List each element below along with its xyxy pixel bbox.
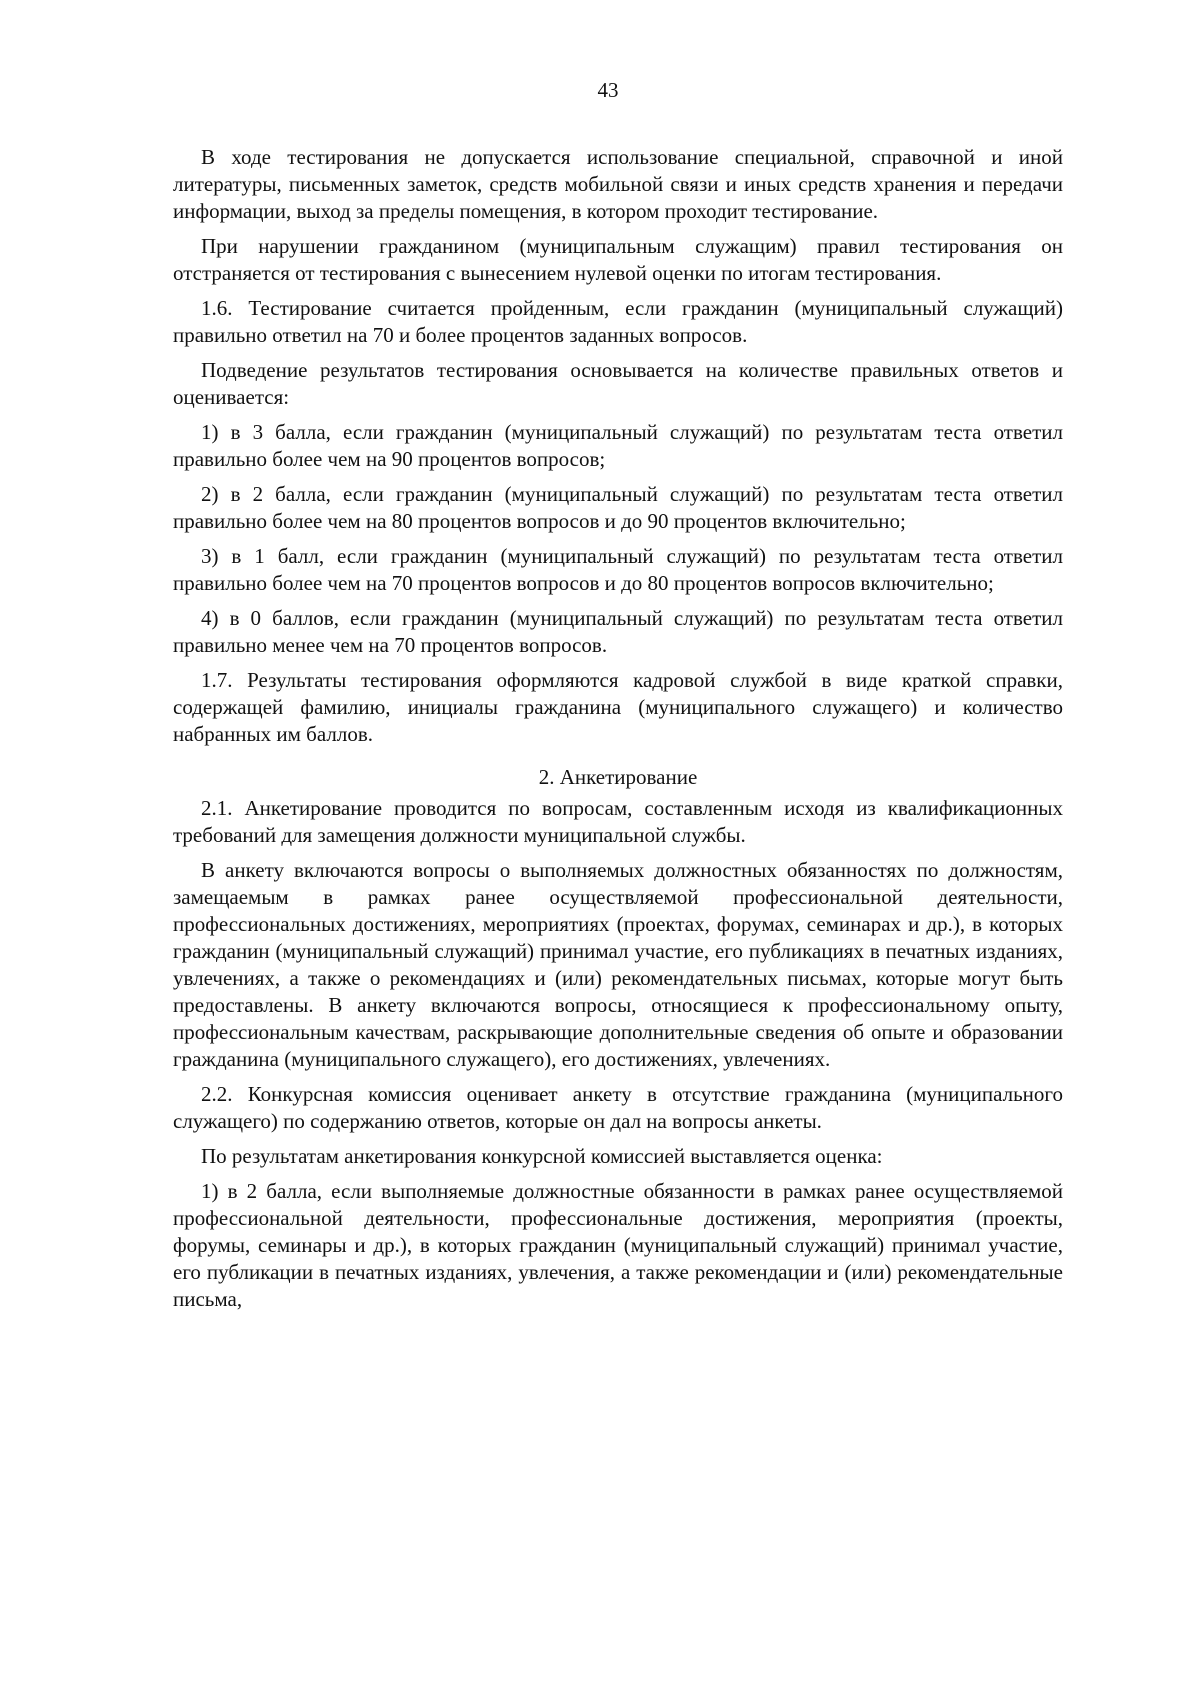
paragraph-questionnaire-scoring: По результатам анкетирования конкурсной комиссией выставляется оценка: [201,1144,883,1168]
list-item-1-point: 3) в 1 балл, если гражданин (муниципальный служащий) по результатам теста ответил правильно более чем на 70 процентов вопросов и до 80 процентов вопросов включительно; [173,544,1063,595]
paragraph-2-1: 2.1. Анкетирование проводится по вопросам, составленным исходя из квалификационных требований для замещения должности муниципальной службы. [173,796,1063,847]
paragraph-1-6: 1.6. Тестирование считается пройденным, если гражданин (муниципальный служащий) правильно ответил на 70 и более процентов заданных вопросов. [173,296,1063,347]
paragraph-rule-violation: При нарушении гражданином (муниципальным служащим) правил тестирования он отстраняется от тестирования с вынесением нулевой оценки по итогам тестирования. [173,234,1063,285]
paragraph-2-2: 2.2. Конкурсная комиссия оценивает анкету в отсутствие гражданина (муниципального служащего) по содержанию ответов, которые он дал на вопросы анкеты. [173,1082,1063,1133]
page-number: 43 [597,78,619,102]
paragraph-testing-restrictions: В ходе тестирования не допускается использование специальной, справочной и иной литературы, письменных заметок, средств мобильной связи и иных средств хранения и передачи информации, выход за пределы помещения, в котором проходит тестирование. [173,145,1063,223]
list-item-0-points: 4) в 0 баллов, если гражданин (муниципальный служащий) по результатам теста ответил правильно менее чем на 70 процентов вопросов. [173,606,1063,657]
section-heading: 2. Анкетирование [538,765,698,789]
paragraph-results-summary: Подведение результатов тестирования основывается на количестве правильных ответов и оценивается: [173,358,1063,409]
document-body [173,144,1063,1321]
paragraph-1-7: 1.7. Результаты тестирования оформляются кадровой службой в виде краткой справки, содержащей фамилию, инициалы гражданина (муниципального служащего) и количество набранных им баллов. [173,668,1063,746]
paragraph-questionnaire-content: В анкету включаются вопросы о выполняемых должностных обязанностях по должностям, замещаемым в рамках ранее осуществляемой профессиональной деятельности, профессиональных достижениях, мероприятиях (проектах, форумах, семинарах и др.), в которых гражданин (муниципальный служащий) принимал участие, его публикациях в печатных изданиях, увлечениях, а также о рекомендациях и (или) рекомендательных письмах, которые могут быть предоставлены. В анкету включаются вопросы, относящиеся к профессиональному опыту, профессиональным качествам, раскрывающие дополнительные сведения об опыте и образовании гражданина (муниципального служащего), его достижениях, увлечениях. [173,858,1063,1071]
list-item-2-points: 2) в 2 балла, если гражданин (муниципальный служащий) по результатам теста ответил правильно более чем на 80 процентов вопросов и до 90 процентов включительно; [173,482,1063,533]
list-item-3-points: 1) в 3 балла, если гражданин (муниципальный служащий) по результатам теста ответил правильно более чем на 90 процентов вопросов; [173,420,1063,471]
list-item-questionnaire-2-points: 1) в 2 балла, если выполняемые должностные обязанности в рамках ранее осуществляемой профессиональной деятельности, профессиональные достижения, мероприятия (проекты, форумы, семинары и др.), в которых гражданин (муниципальный служащий) принимал участие, его публикации в печатных изданиях, увлечения, а также рекомендации и (или) рекомендательные письма, [173,1179,1063,1311]
